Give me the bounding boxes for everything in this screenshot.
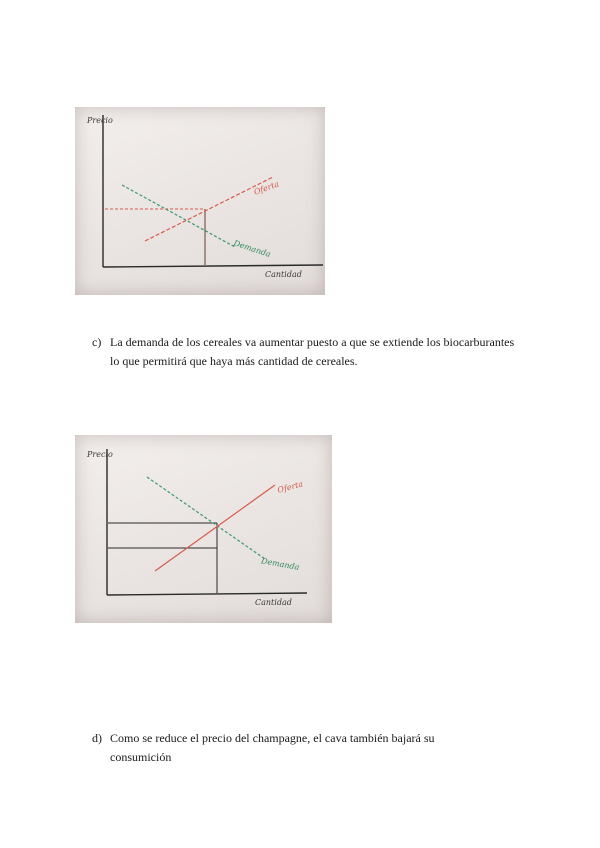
demand-curve [147,477,265,559]
supply-label: Oferta [252,179,281,197]
y-axis-label: Precio [87,450,113,459]
graph-photo-1 [75,107,325,295]
demand-label: Demanda [260,556,300,572]
supply-curve [155,485,275,571]
supply-demand-graph-1 [75,107,325,295]
list-letter: c) [92,335,102,349]
list-item-text: La demanda de los cereales va aumentar puesto a que se extiende los biocarburantes lo que permitirá que haya más cantidad de cereales. [110,335,515,368]
supply-curve [145,177,273,241]
list-letter: d) [92,731,102,745]
y-axis-label: Precio [87,116,113,125]
x-axis [103,265,323,267]
supply-demand-graph-2 [75,435,332,623]
x-axis [107,593,307,595]
demand-curve [122,185,235,247]
list-item-text: Como se reduce el precio del champagne, el cava también bajará su consumición [110,731,435,764]
demand-label: Demanda [232,238,272,260]
supply-label: Oferta [276,479,304,495]
x-axis-label: Cantidad [255,598,292,607]
x-axis-label: Cantidad [265,270,302,279]
graph-photo-2 [75,435,332,623]
